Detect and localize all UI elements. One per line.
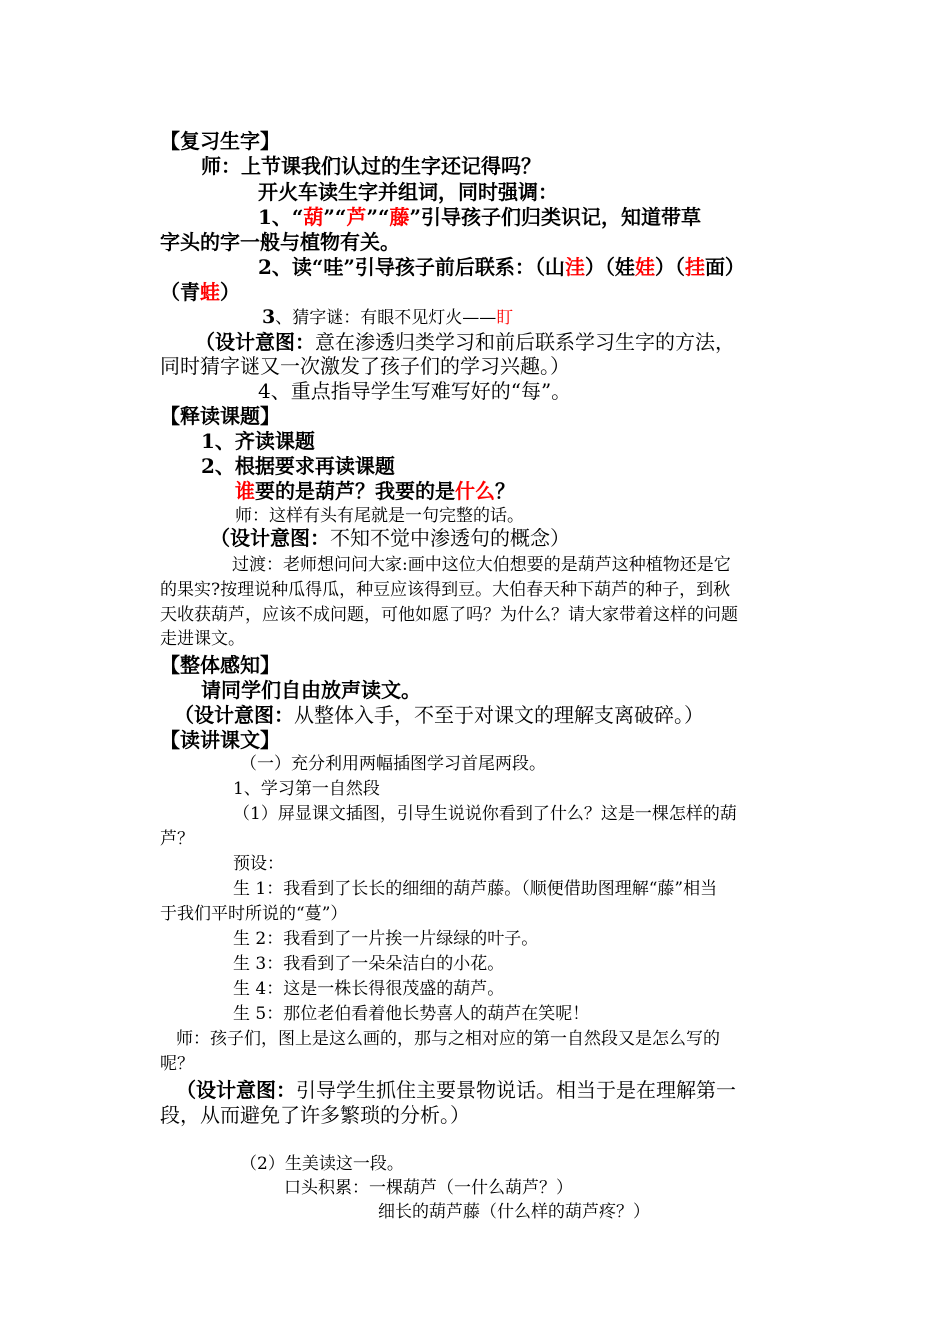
design-intent-text: 引导学生抓住主要景物说话。相当于是在理解第一 — [296, 1078, 736, 1102]
wa-association-line-cont — [160, 276, 240, 305]
transition-line-1: 过渡：老师想问问大家:画中这位大伯想要的是葫芦这种植物还是它 — [232, 555, 731, 575]
teacher-prompt: 师：孩子们，图上是这么画的，那与之相对应的第一自然段又是怎么写的 — [176, 1029, 720, 1049]
text-fragment: ）（娃 — [584, 255, 635, 279]
highlight-char: 什么 — [455, 479, 495, 503]
oral-accumulation-1: 口头积累：一棵葫芦（一什么葫芦？） — [284, 1178, 573, 1198]
oral-accumulation-2: 细长的葫芦藤（什么样的葫芦疼？） — [378, 1202, 650, 1222]
highlight-char: 藤 — [389, 205, 410, 229]
reading-part-1: （一）充分利用两幅插图学习首尾两段。 — [240, 754, 546, 774]
illustration-prompt-cont: 芦？ — [160, 829, 194, 849]
read-title-step-1: 1、齐读课题 — [201, 429, 315, 453]
teacher-question: 师：上节课我们认过的生字还记得吗？ — [201, 154, 541, 178]
highlight-char: 葫 — [303, 205, 324, 229]
highlight-char: 洼 — [564, 255, 585, 279]
design-intent-2 — [210, 522, 570, 551]
teacher-prompt-cont: 呢？ — [160, 1054, 194, 1074]
teacher-remark: 师：这样有头有尾就是一句完整的话。 — [235, 506, 524, 526]
free-reading-line: 请同学们自由放声读文。 — [201, 678, 421, 702]
design-intent-label: （设计意图： — [210, 526, 330, 550]
text-fragment: ”引导孩子们归类识记，知道带草 — [409, 205, 701, 229]
highlight-char: 挂 — [684, 255, 705, 279]
text-fragment: 、猜字谜：有眼不见灯火—— — [275, 308, 497, 328]
text-fragment: ？ — [495, 479, 515, 503]
reading-step-1: 1、学习第一自然段 — [233, 779, 380, 799]
student-answer-4: 生 4：这是一株长得很茂盛的葫芦。 — [233, 979, 505, 999]
highlight-char: 蛙 — [200, 280, 220, 304]
illustration-prompt: （1）屏显课文插图，引导生说说你看到了什么？这是一棵怎样的葫 — [233, 804, 737, 824]
design-intent-label: （设计意图： — [174, 703, 294, 727]
train-reading-line: 开火车读生字并组词，同时强调： — [258, 180, 558, 204]
text-fragment: （青 — [160, 280, 200, 304]
text-fragment: 1、“ — [258, 205, 304, 229]
text-fragment: ） — [220, 280, 240, 304]
text-fragment: 2、读“哇”引导孩子前后联系：（山 — [258, 255, 565, 279]
design-intent-label: （设计意图： — [195, 330, 315, 354]
design-intent-text: 从整体入手，不至于对课文的理解支离破碎。） — [294, 703, 704, 727]
text-fragment: 3 — [262, 306, 276, 328]
title-question-line — [235, 475, 515, 504]
design-intent-4-cont: 段，从而避免了许多繁琐的分析。） — [160, 1103, 470, 1127]
student-answer-2: 生 2：我看到了一片挨一片绿绿的叶子。 — [233, 929, 539, 949]
highlight-char: 谁 — [235, 479, 255, 503]
section-heading-review: 【复习生字】 — [160, 129, 280, 153]
highlight-char: 盯 — [496, 308, 514, 328]
highlight-char: 芦 — [346, 205, 367, 229]
riddle-line — [262, 303, 513, 328]
highlight-char: 娃 — [634, 255, 655, 279]
section-heading-overall: 【整体感知】 — [160, 653, 280, 677]
text-fragment: ”“ — [323, 205, 347, 229]
read-title-step-2: 2、根据要求再读课题 — [201, 454, 395, 478]
text-fragment: ）（ — [654, 255, 685, 279]
reading-step-2: （2）生美读这一段。 — [240, 1154, 404, 1174]
design-intent-label: （设计意图： — [176, 1078, 296, 1102]
wa-association-line — [258, 251, 745, 280]
text-fragment: ”“ — [366, 205, 390, 229]
writing-guide-line: 4、重点指导学生写难写好的“每”。 — [258, 379, 572, 403]
transition-line-3: 天收获葫芦，应该不成问题，可他如愿了吗？为什么？请大家带着这样的问题 — [160, 605, 738, 625]
student-answer-5: 生 5：那位老伯看着他长势喜人的葫芦在笑呢！ — [233, 1004, 590, 1024]
student-answer-3: 生 3：我看到了一朵朵洁白的小花。 — [233, 954, 505, 974]
preset-label: 预设： — [233, 854, 284, 874]
student-answer-1: 生 1：我看到了长长的细细的葫芦藤。（顺便借助图理解“藤”相当 — [233, 879, 718, 899]
text-fragment: 要的是葫芦？我要的是 — [255, 479, 455, 503]
design-intent-text: 不知不觉中渗透句的概念） — [330, 526, 570, 550]
student-answer-1-cont: 于我们平时所说的“蔓”） — [160, 904, 348, 924]
design-intent-1-cont: 同时猜字谜又一次激发了孩子们的学习兴趣。） — [160, 354, 570, 378]
section-heading-reading: 【读讲课文】 — [160, 728, 280, 752]
design-intent-text: 意在渗透归类学习和前后联系学习生字的方法， — [315, 330, 735, 354]
section-heading-title: 【释读课题】 — [160, 404, 280, 428]
transition-line-2: 的果实?按理说种瓜得瓜，种豆应该得到豆。大伯春天种下葫芦的种子，到秋 — [160, 580, 731, 600]
radical-grouping-line-cont: 字头的字一般与植物有关。 — [160, 230, 400, 254]
text-fragment: 面） — [704, 255, 745, 279]
transition-line-4: 走进课文。 — [160, 629, 245, 649]
